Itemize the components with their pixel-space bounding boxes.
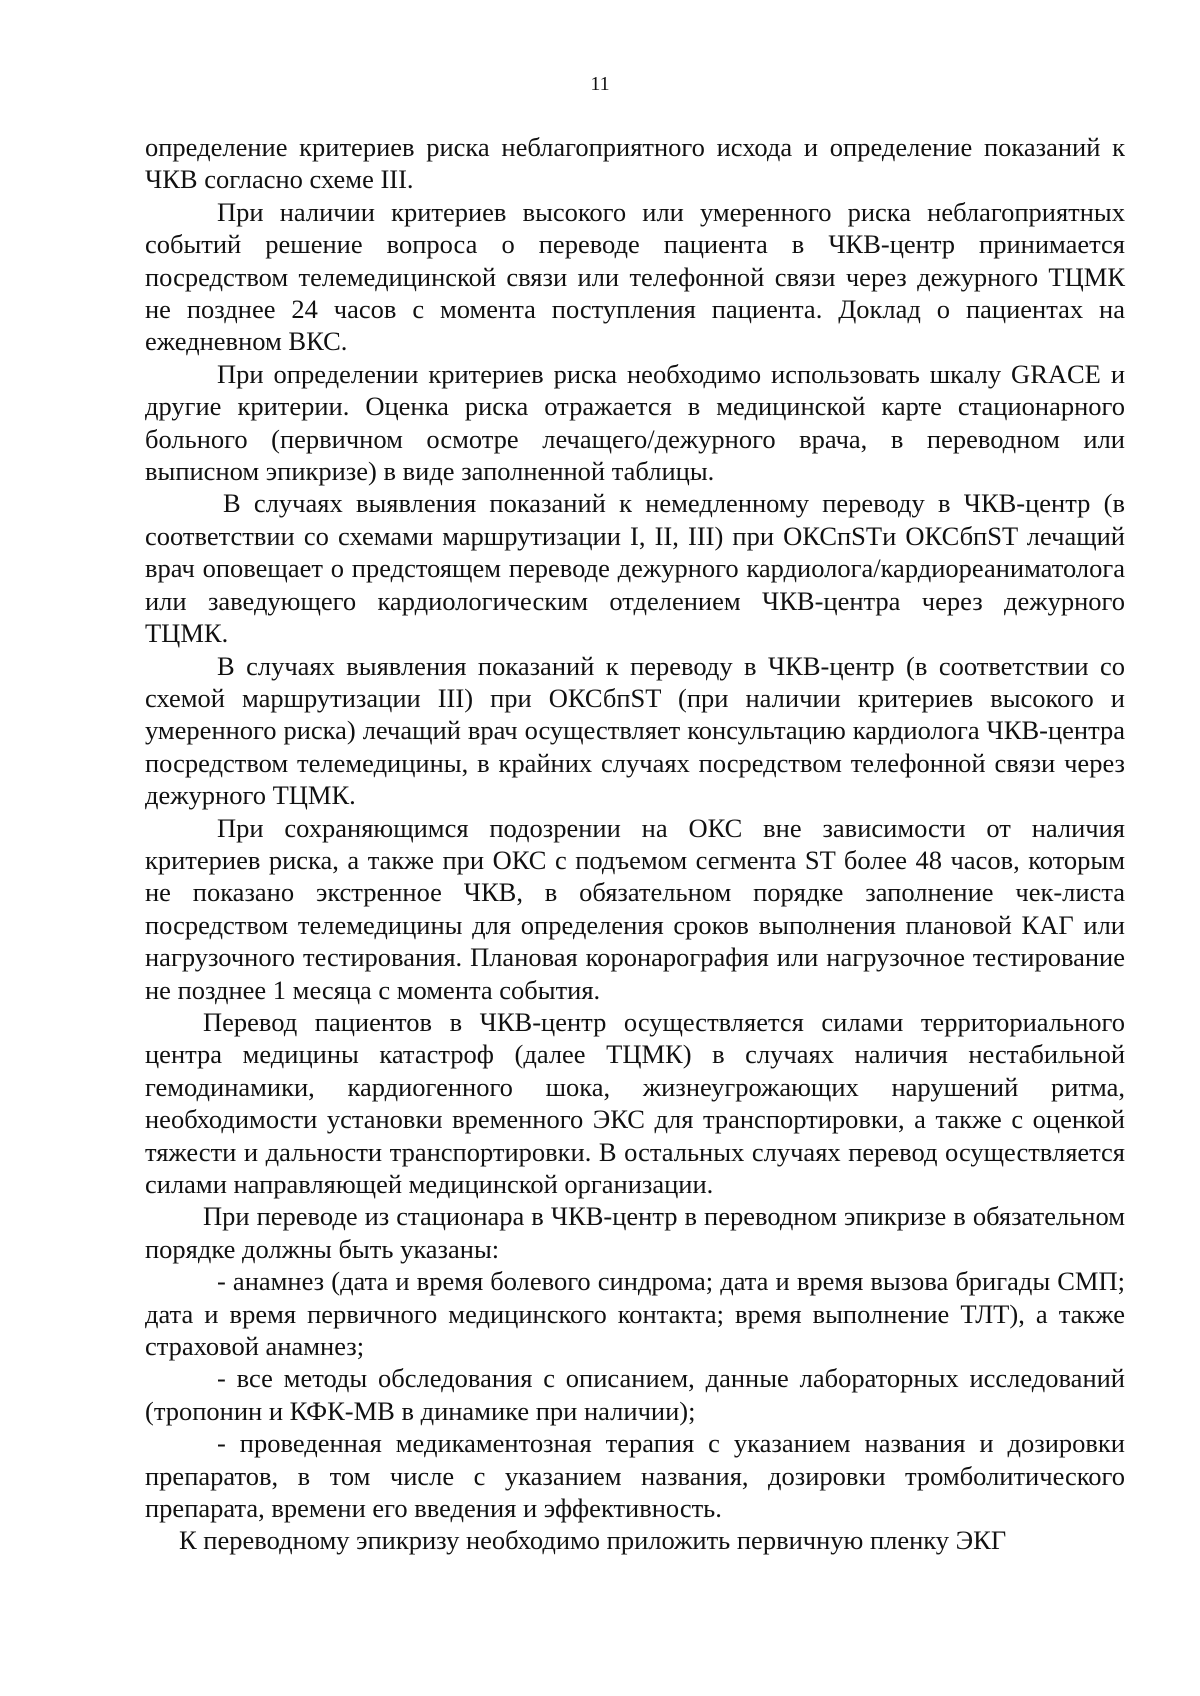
list-item-therapy: - проведенная медикаментозная терапия с указанием названия и дозировки препаратов, в том числе с указанием названия, дозировки тромболитического препарата, времени его введения и эффективность. (145, 1428, 1125, 1524)
paragraph-grace-scale: При определении критериев риска необходимо использовать шкалу GRACE и другие критерии. Оценка риска отражается в медицинской карте стационарного больного (первичном осмотре лечащего/дежурного врача, в переводном или выписном эпикризе) в виде заполненной таблицы. (145, 358, 1125, 487)
paragraph-risk-criteria: определение критериев риска неблагоприятного исхода и определение показаний к ЧКВ согласно схеме III. (145, 132, 1125, 195)
paragraph-epicrisis-requirements: При переводе из стационара в ЧКВ-центр в переводном эпикризе в обязательном порядке должны быть указаны: (145, 1201, 1125, 1264)
paragraph-checklist: При сохраняющимся подозрении на ОКС вне зависимости от наличия критериев риска, а также при ОКС с подъемом сегмента ST более 48 часов, которым не показано экстренное ЧКВ, в обязательном порядке заполнение чек-листа посредством телемедицины для определения сроков выполнения плановой КАГ или нагрузочного тестирования. Плановая коронарография или нагрузочное тестирование не позднее 1 месяца с момента события. (145, 812, 1125, 1005)
paragraph-immediate-transfer: В случаях выявления показаний к немедленному переводу в ЧКВ-центр (в соответствии со схемами маршрутизации I, II, III) при ОКСпSTи ОКСбпST лечащий врач оповещает о предстоящем переводе дежурного кардиолога/кардиореаниматолога или заведующего кардиологическим отделением ЧКВ-центра через дежурного ТЦМК. (145, 488, 1125, 649)
body-text (145, 131, 1125, 1557)
paragraph-ecg-attachment: К переводному эпикризу необходимо приложить первичную пленку ЭКГ (179, 1525, 1007, 1556)
paragraph-telemedicine-consult: В случаях выявления показаний к переводу в ЧКВ-центр (в соответствии со схемой маршрутизации III) при ОКСбпST (при наличии критериев высокого и умеренного риска) лечащий врач осуществляет консультацию кардиолога ЧКВ-центра посредством телемедицины, в крайних случаях посредством телефонной связи через дежурного ТЦМК. (145, 650, 1125, 811)
list-item-examinations: - все методы обследования с описанием, данные лабораторных исследований (тропонин и КФК-МВ в динамике при наличии); (145, 1363, 1125, 1426)
paragraph-high-risk-transfer: При наличии критериев высокого или умеренного риска неблагоприятных событий решение вопроса о переводе пациента в ЧКВ-центр принимается посредством телемедицинской связи или телефонной связи через дежурного ТЦМК не позднее 24 часов с момента поступления пациента. Доклад о пациентах на ежедневном ВКС. (145, 196, 1125, 357)
paragraph-transport: Перевод пациентов в ЧКВ-центр осуществляется силами территориального центра медицины катастроф (далее ТЦМК) в случаях наличия нестабильной гемодинамики, кардиогенного шока, жизнеугрожающих нарушений ритма, необходимости установки временного ЭКС для транспортировки, а также с оценкой тяжести и дальности транспортировки. В остальных случаях перевод осуществляется силами направляющей медицинской организации. (145, 1006, 1125, 1199)
list-item-anamnesis: - анамнез (дата и время болевого синдрома; дата и время вызова бригады СМП; дата и время первичного медицинского контакта; время выполнение ТЛТ), а также страховой анамнез; (145, 1266, 1125, 1362)
page-number: 11 (590, 73, 610, 95)
